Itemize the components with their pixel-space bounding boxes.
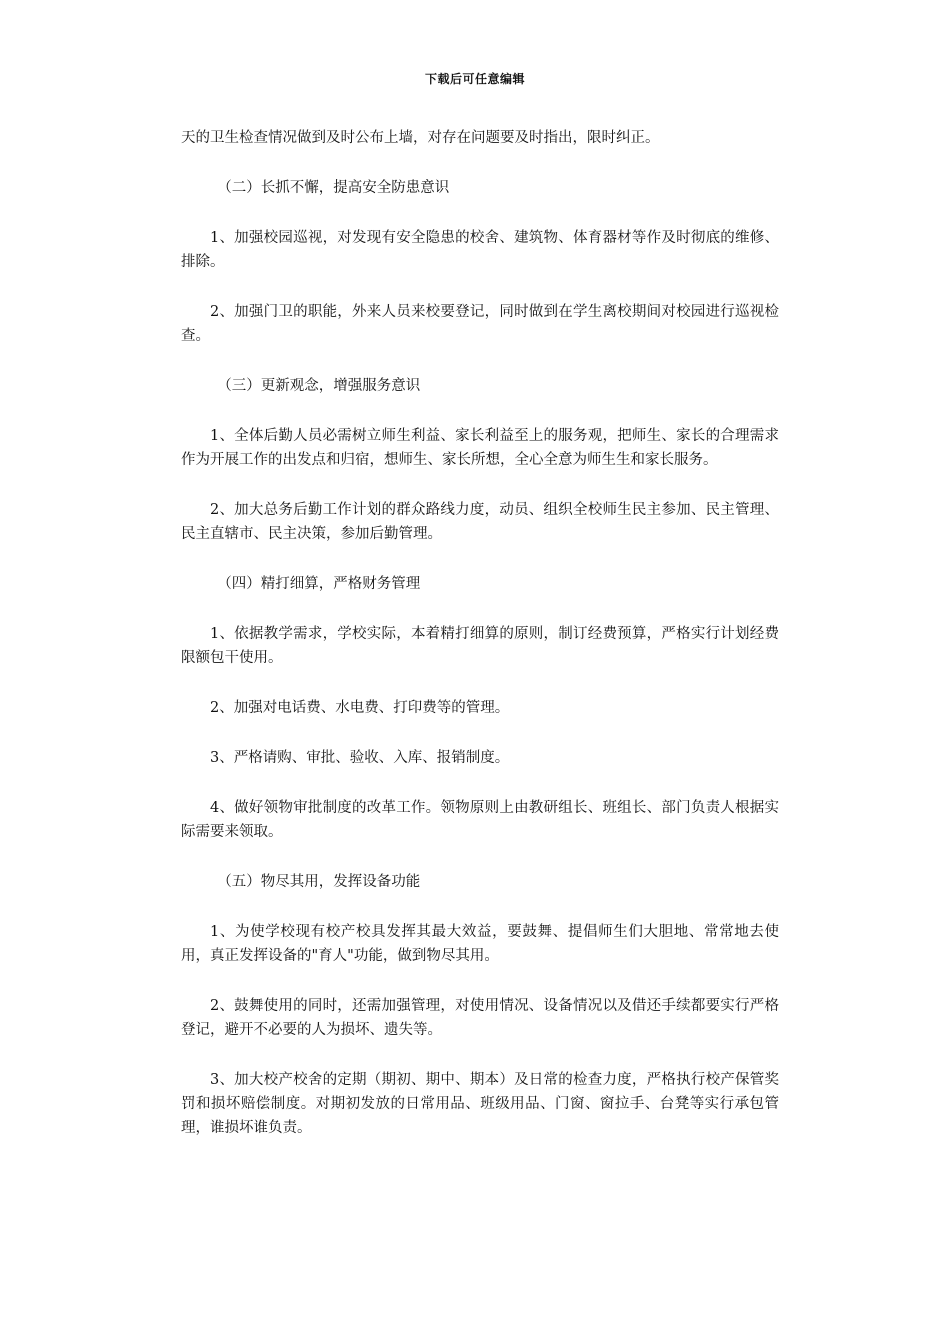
paragraph: 2、加大总务后勤工作计划的群众路线力度，动员、组织全校师生民主参加、民主管理、民主直辖市、民主决策，参加后勤管理。 [181,502,779,542]
paragraph: 1、加强校园巡视，对发现有安全隐患的校舍、建筑物、体育器材等作及时彻底的维修、排除。 [181,230,779,270]
section-heading: （二）长抓不懈，提高安全防患意识 [217,180,450,196]
paragraph: 3、加大校产校舍的定期（期初、期中、期本）及日常的检查力度，严格执行校产保管奖罚和损坏赔偿制度。对期初发放的日常用品、班级用品、门窗、窗拉手、台凳等实行承包管理，谁损坏谁负责。 [181,1072,779,1136]
document-body [181,126,779,1166]
section-heading: （三）更新观念，增强服务意识 [217,378,421,394]
paragraph: 1、为使学校现有校产校具发挥其最大效益，要鼓舞、提倡师生们大胆地、常常地去使用，真正发挥设备的"育人"功能，做到物尽其用。 [181,924,779,964]
paragraph: 1、全体后勤人员必需树立师生利益、家长利益至上的服务观，把师生、家长的合理需求作为开展工作的出发点和归宿，想师生、家长所想，全心全意为师生生和家长服务。 [181,428,779,468]
paragraph: 3、严格请购、审批、验收、入库、报销制度。 [210,750,510,766]
paragraph: 2、加强对电话费、水电费、打印费等的管理。 [210,700,510,716]
paragraph: 4、做好领物审批制度的改革工作。领物原则上由教研组长、班组长、部门负责人根据实际需要来领取。 [181,800,779,840]
paragraph: 天的卫生检查情况做到及时公布上墙，对存在问题要及时指出，限时纠正。 [181,130,660,146]
section-heading: （四）精打细算，严格财务管理 [217,576,421,592]
paragraph: 2、鼓舞使用的同时，还需加强管理，对使用情况、设备情况以及借还手续都要实行严格登记，避开不必要的人为损坏、遗失等。 [181,998,779,1038]
header-note: 下载后可任意编辑 [424,72,525,86]
section-heading: （五）物尽其用，发挥设备功能 [217,874,421,890]
paragraph: 2、加强门卫的职能，外来人员来校要登记，同时做到在学生离校期间对校园进行巡视检查。 [181,304,779,344]
paragraph: 1、依据教学需求，学校实际，本着精打细算的原则，制订经费预算，严格实行计划经费限额包干使用。 [181,626,779,666]
